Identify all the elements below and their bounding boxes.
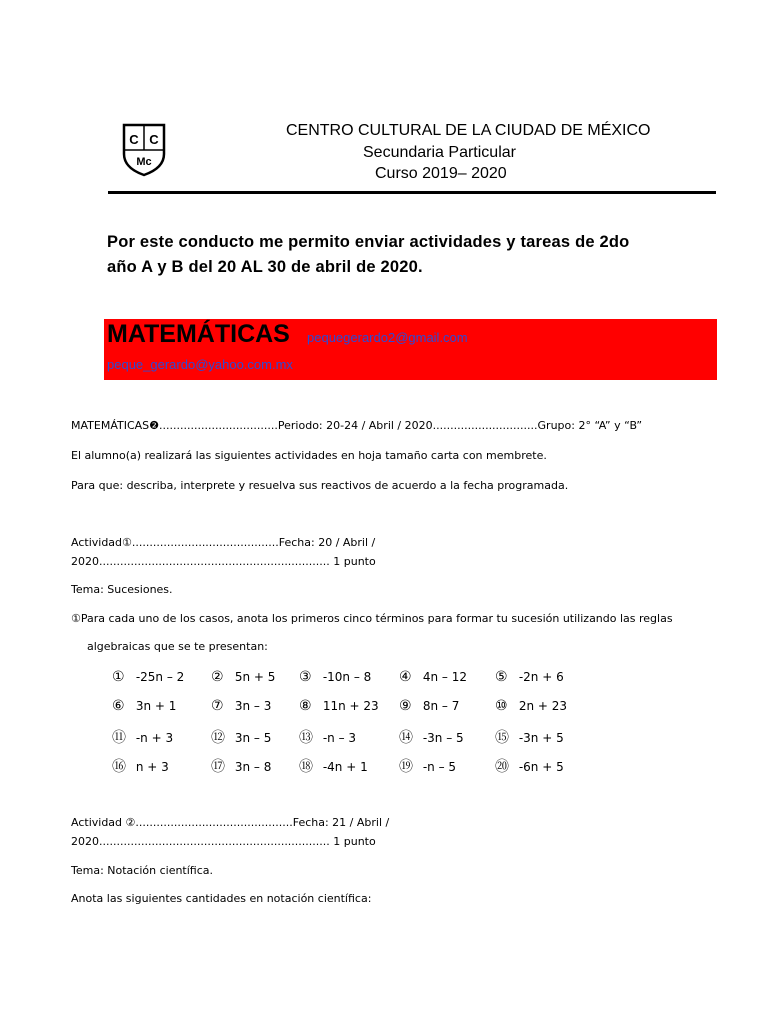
rule-number: ⑬ bbox=[299, 730, 313, 746]
rule-item bbox=[299, 698, 379, 714]
rule-number: ⑪ bbox=[112, 730, 126, 746]
rule-item bbox=[399, 669, 467, 685]
rule-item bbox=[299, 727, 356, 747]
rule-expression: n + 3 bbox=[135, 760, 169, 774]
rule-number: ⑨ bbox=[399, 698, 412, 714]
rule-item bbox=[112, 756, 169, 776]
activity-1-prompt: ①Para cada uno de los casos, anota los primeros cinco términos para formar tu sucesión utilizando las reglas bbox=[71, 612, 673, 625]
rule-expression: 3n + 1 bbox=[135, 699, 177, 713]
rule-item bbox=[211, 727, 271, 747]
intro-line-1: Por este conducto me permito enviar actividades y tareas de 2do bbox=[107, 233, 630, 251]
activity-1-topic: Tema: Sucesiones. bbox=[71, 583, 173, 596]
instruction-1: El alumno(a) realizará las siguientes actividades en hoja tamaño carta con membrete. bbox=[71, 449, 547, 462]
rule-number: ③ bbox=[299, 669, 312, 685]
rule-expression: -4n + 1 bbox=[322, 760, 368, 774]
logo-letter-3: Mc bbox=[136, 156, 152, 168]
rule-expression: 4n – 12 bbox=[422, 670, 467, 684]
rule-number: ⑤ bbox=[495, 669, 508, 685]
rule-expression: -3n + 5 bbox=[518, 731, 564, 745]
rule-number: ⑮ bbox=[495, 730, 509, 746]
intro-line-2: año A y B del 20 AL 30 de abril de 2020. bbox=[107, 258, 423, 276]
rule-number: ⑰ bbox=[211, 759, 225, 775]
subject-banner bbox=[104, 319, 717, 380]
logo-letter-2: C bbox=[149, 132, 159, 147]
rule-expression: 3n – 8 bbox=[234, 760, 272, 774]
rule-number: ⑯ bbox=[112, 759, 126, 775]
rule-number: ⑧ bbox=[299, 698, 312, 714]
rule-item bbox=[399, 727, 464, 747]
rule-item bbox=[299, 669, 371, 685]
rule-expression: -25n – 2 bbox=[135, 670, 185, 684]
activity-1-points: 2020.................................................................. 1 punto bbox=[71, 555, 376, 568]
rule-expression: -n + 3 bbox=[135, 731, 174, 745]
rule-number: ⑱ bbox=[299, 759, 313, 775]
subject-period-line: MATEMÁTICAS❷..................................Periodo: 20-24 / Abril / 2020..............................Grupo: 2° “A” y “B” bbox=[71, 419, 643, 432]
rule-number: ② bbox=[211, 669, 224, 685]
logo-letter-1: C bbox=[129, 132, 139, 147]
rule-item bbox=[112, 669, 184, 685]
school-type: Secundaria Particular bbox=[363, 144, 516, 161]
rule-number: ⑦ bbox=[211, 698, 224, 714]
school-logo-icon bbox=[121, 122, 167, 178]
intro-paragraph bbox=[107, 230, 707, 280]
email-link-gmail[interactable]: pequegerardo2@gmail.com bbox=[307, 330, 468, 345]
rule-expression: 3n – 5 bbox=[234, 731, 272, 745]
rule-number: ⑳ bbox=[495, 759, 509, 775]
rule-expression: -3n – 5 bbox=[422, 731, 464, 745]
rule-number: ④ bbox=[399, 669, 412, 685]
rule-item bbox=[399, 698, 459, 714]
rule-number: ⑫ bbox=[211, 730, 225, 746]
rule-item bbox=[495, 756, 564, 776]
rule-expression: -6n + 5 bbox=[518, 760, 564, 774]
rule-number: ⑲ bbox=[399, 759, 413, 775]
activity-1-header: Actividad①..........................................Fecha: 20 / Abril / bbox=[71, 536, 376, 549]
rule-item bbox=[399, 756, 456, 776]
activity-2-prompt: Anota las siguientes cantidades en notación científica: bbox=[71, 892, 372, 905]
rule-item bbox=[495, 727, 564, 747]
rule-expression: 8n – 7 bbox=[422, 699, 460, 713]
rule-item bbox=[112, 698, 176, 714]
rule-expression: -10n – 8 bbox=[322, 670, 372, 684]
course-year: Curso 2019– 2020 bbox=[375, 165, 507, 182]
activity-2-points: 2020.................................................................. 1 punto bbox=[71, 835, 376, 848]
rule-expression: 3n – 3 bbox=[234, 699, 272, 713]
banner-title: MATEMÁTICAS bbox=[107, 320, 290, 348]
rule-item bbox=[211, 698, 271, 714]
activity-2-topic: Tema: Notación científica. bbox=[71, 864, 214, 877]
email-link-yahoo[interactable]: peque_gerardo@yahoo.com.mx bbox=[107, 357, 293, 372]
rule-expression: -n – 5 bbox=[422, 760, 457, 774]
rule-expression: 5n + 5 bbox=[234, 670, 276, 684]
rule-item bbox=[495, 669, 564, 685]
rule-expression: -2n + 6 bbox=[518, 670, 564, 684]
rule-number: ⑩ bbox=[495, 698, 508, 714]
rule-expression: -n – 3 bbox=[322, 731, 357, 745]
activity-1-prompt-cont: algebraicas que se te presentan: bbox=[87, 640, 268, 653]
rule-number: ⑥ bbox=[112, 698, 125, 714]
header-divider bbox=[108, 191, 716, 194]
rule-number: ① bbox=[112, 669, 125, 685]
rule-expression: 2n + 23 bbox=[518, 699, 568, 713]
rule-expression: 11n + 23 bbox=[322, 699, 379, 713]
rule-item bbox=[211, 756, 271, 776]
institution-title: CENTRO CULTURAL DE LA CIUDAD DE MÉXICO bbox=[286, 122, 651, 139]
rule-item bbox=[495, 698, 567, 714]
rule-item bbox=[299, 756, 368, 776]
rule-item bbox=[211, 669, 275, 685]
activity-2-header: Actividad ②.............................................Fecha: 21 / Abril / bbox=[71, 816, 390, 829]
rule-number: ⑭ bbox=[399, 730, 413, 746]
rule-item bbox=[112, 727, 173, 747]
instruction-2: Para que: describa, interprete y resuelva sus reactivos de acuerdo a la fecha programada. bbox=[71, 479, 569, 492]
